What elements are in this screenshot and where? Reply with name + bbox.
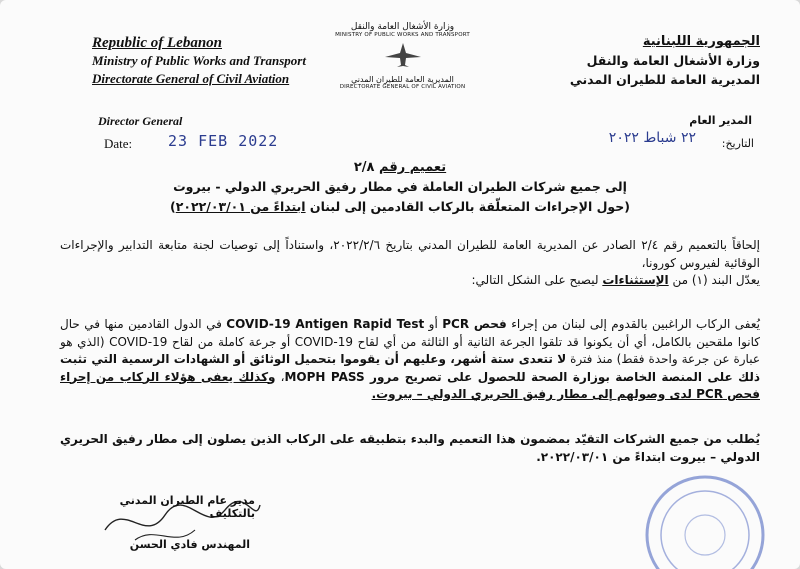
circular-addressee: إلى جميع شركات الطيران العاملة في مطار رفيق الحريري الدولي - بيروت xyxy=(173,179,627,194)
circular-number: ٢/٨ xyxy=(353,160,375,175)
circular-title-prefix: تعميم رقم xyxy=(379,160,447,175)
letterhead-ministry-ar: وزارة الأشغال العامة والنقل xyxy=(586,53,760,68)
p2-pcr: فحص PCR xyxy=(442,317,507,331)
letterhead-country-en: Republic of Lebanon xyxy=(92,35,222,51)
ministry-emblem xyxy=(330,22,475,90)
director-general-label-ar: المدير العام xyxy=(689,114,752,127)
paragraph-reference xyxy=(60,237,760,290)
official-seal xyxy=(640,470,770,569)
emblem-directorate-ar: المديرية العامة للطيران المدني xyxy=(351,75,454,84)
subject-part-a: (حول الإجراءات المتعلّقة بالركاب القادمين إلى لبنان xyxy=(305,199,630,214)
letterhead-country-ar: الجمهورية اللبنانية xyxy=(642,34,760,49)
arabic-letterhead xyxy=(570,32,760,89)
date-stamp-ar: ٢٢ شباط ٢٠٢٢ xyxy=(608,130,696,146)
letterhead-ministry-en: Ministry of Public Works and Transport xyxy=(92,53,306,68)
circular-subject xyxy=(120,199,680,214)
p2-a: يُعفى الركاب الراغبين بالقدوم إلى لبنان من إجراء xyxy=(506,317,760,331)
emblem-directorate-en: DIRECTORATE GENERAL OF CIVIL AVIATION xyxy=(339,84,466,90)
paragraph-exemption xyxy=(60,316,760,404)
p2-g: ، xyxy=(275,369,285,384)
p2-e: في الدول القادمين منها في حال كانوا ملقحين بالكامل، أي أن يكونوا قد تلقوا الجرعة الثانية أو الثالثة من أي لقاح COVID-19 أو جرعة كاملة من لقاح COVID-19 (الذي هو عبارة عن جرعة واحدة فقط) منذ فترة xyxy=(60,317,760,366)
emblem-ministry-en: MINISTRY OF PUBLIC WORKS AND TRANSPORT xyxy=(335,32,470,38)
p1-intro: إلحاقاً بالتعميم رقم ٢/٤ الصادر عن المديرية العامة للطيران المدني بتاريخ ٢٠٢٢/٢/٦، واستناداً إلى توصيات لجنة متابعة التدابير والإجراءات الوقائية لفيروس كورونا، xyxy=(60,238,760,270)
english-letterhead xyxy=(92,34,306,88)
date-label-en: Date: xyxy=(104,136,133,151)
date-stamp-en: 23 FEB 2022 xyxy=(168,132,279,150)
signatory-name: المهندس فادي الحسن xyxy=(129,538,250,551)
subject-effective-date: ابتداءً من ٢٠٢٢/٠٣/٠١ xyxy=(175,199,306,214)
p1-exceptions: الإستثناءات xyxy=(602,273,669,287)
emblem-ministry-ar: وزارة الأشغال العامة والنقل xyxy=(350,22,455,32)
p2-antigen: COVID-19 Antigen Rapid Test xyxy=(226,317,425,331)
p3-text: يُطلب من جميع الشركات التقيّد بمضمون هذا التعميم والبدء بتطبيقه على الركاب الذين يصلون إلى مطار رفيق الحريري الدولي – بيروت ابتداءً من ٢٠٢٢/٠٣/٠١. xyxy=(60,432,760,464)
letterhead-directorate-ar: المديرية العامة للطيران المدني xyxy=(569,72,760,87)
circular-title xyxy=(120,160,680,175)
date-label-ar: التاريخ: xyxy=(721,137,754,150)
p1-tail: ليصبح على الشكل التالي: xyxy=(471,273,603,287)
letterhead-directorate-en: Directorate General of Civil Aviation xyxy=(92,71,290,86)
director-general-label-en: Director General xyxy=(98,114,183,128)
p2-f: لا تتعدى ستة أشهر، وعليهم أن يقوموا بتحميل الوثائق أو الشهادات الرسمية التي تثبت ذلك على المنصة الخاصة بوزارة الصحة للحصول على تصريح مرور MOPH PASS xyxy=(60,352,760,384)
p2-or: أو xyxy=(424,317,443,331)
subject-part-c: ) xyxy=(170,199,176,214)
paragraph-instruction xyxy=(60,431,760,466)
signatory-title: مدير عام الطيران المدني بالتكليف xyxy=(119,494,255,520)
p2-h: وكذلك يعفى هؤلاء الركاب من إجراء فحص PCR لدى وصولهم إلى مطار رفيق الحريري الدولي – بيروت. xyxy=(60,369,760,401)
airplane-logo-icon xyxy=(383,41,423,69)
p1-amend: يعدّل البند (١) من xyxy=(668,273,760,287)
